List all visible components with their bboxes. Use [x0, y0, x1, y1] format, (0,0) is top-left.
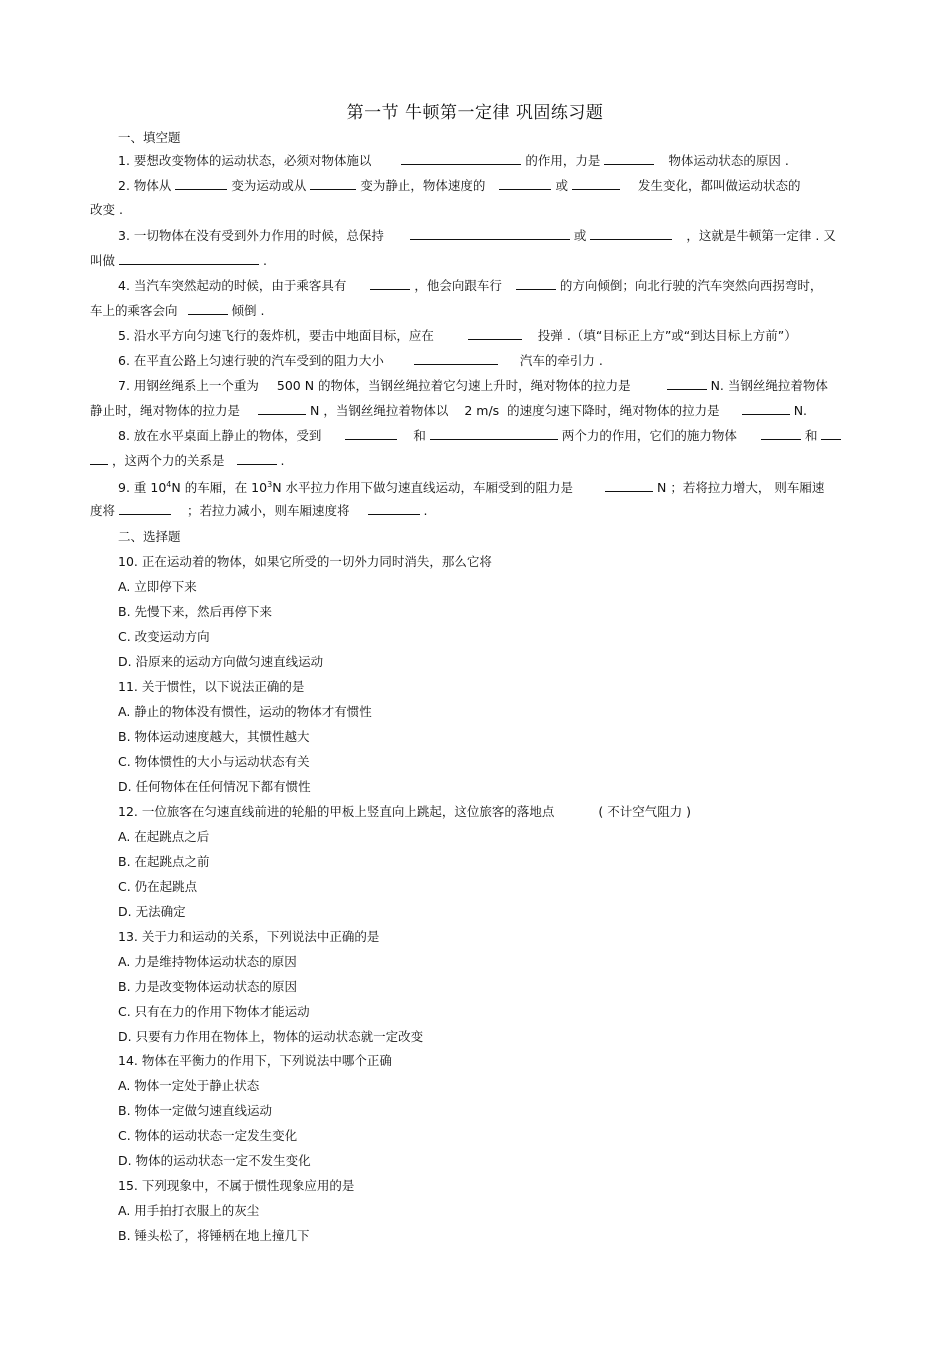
question-13-option-d[interactable]: D. 只要有力作用在物体上，物体的运动状态就一定改变 — [118, 1029, 424, 1044]
fill-question-2: 2. 物体从 变为运动或从 变为静止，物体速度的 或 发生变化，都叫做运动状态的 — [118, 178, 801, 193]
question-10-option-a[interactable]: A. 立即停下来 — [118, 579, 197, 594]
blank — [590, 227, 672, 240]
fill-question-8-cont: ，这两个力的关系是 . — [90, 452, 285, 469]
question-13-option-c[interactable]: C. 只有在力的作用下物体才能运动 — [118, 1004, 310, 1019]
blank — [572, 177, 620, 190]
question-11-option-a[interactable]: A. 静止的物体没有惯性，运动的物体才有惯性 — [118, 704, 372, 719]
blank — [368, 502, 420, 515]
fill-question-3-cont: 叫做 . — [90, 253, 267, 268]
question-11-stem: 11. 关于惯性，以下说法正确的是 — [118, 679, 305, 694]
blank — [310, 177, 356, 190]
question-14-option-d[interactable]: D. 物体的运动状态一定不发生变化 — [118, 1153, 311, 1168]
page-title: 第一节 牛顿第一定律 巩固练习题 — [346, 103, 604, 123]
question-14-option-a[interactable]: A. 物体一定处于静止状态 — [118, 1078, 260, 1093]
question-15-option-b[interactable]: B. 锤头松了，将锤柄在地上撞几下 — [118, 1228, 310, 1243]
question-12-stem: 12. 一位旅客在匀速直线前进的轮船的甲板上竖直向上跳起，这位旅客的落地点 ( 不计空气阻力 ) — [118, 804, 692, 819]
fill-question-4-cont: 车上的乘客会向 倾倒 . — [90, 303, 265, 318]
question-13-option-b[interactable]: B. 力是改变物体运动状态的原因 — [118, 979, 298, 994]
question-10-option-b[interactable]: B. 先慢下来，然后再停下来 — [118, 604, 273, 619]
section-choice-heading: 二、选择题 — [118, 529, 181, 544]
fill-question-3: 3. 一切物体在没有受到外力作用的时候，总保持 或 ，这就是牛顿第一定律 . 又 — [118, 228, 836, 243]
fill-question-6: 6. 在平直公路上匀速行驶的汽车受到的阻力大小 汽车的牵引力 . — [118, 353, 603, 368]
blank — [401, 152, 521, 165]
question-12-option-a[interactable]: A. 在起跳点之后 — [118, 829, 210, 844]
fill-question-4: 4. 当汽车突然起动的时候，由于乘客具有 ，他会向跟车行 的方向倾倒；向北行驶的汽车突然向西拐弯时， — [118, 278, 823, 293]
fill-question-9: 9. 重 $10^4N$ 的车厢，在 $10^3N$ 水平拉力作用下做匀速直线运动，车厢受到的阻力是 N ；若将拉力增大， 则车厢速 — [118, 480, 825, 496]
blank — [90, 452, 108, 465]
question-12-option-c[interactable]: C. 仍在起跳点 — [118, 879, 198, 894]
section-fill-heading: 一、填空题 — [118, 130, 181, 145]
question-13-option-a[interactable]: A. 力是维持物体运动状态的原因 — [118, 954, 297, 969]
blank — [237, 452, 277, 465]
blank — [499, 177, 551, 190]
fill-question-8: 8. 放在水平桌面上静止的物体，受到 和 两个力的作用，它们的施力物体 和 — [118, 427, 845, 444]
fill-question-7-cont: 静止时，绳对物体的拉力是 N ，当钢丝绳拉着物体以 2 m/s 的速度匀速下降时，绳对物体的拉力是 N. — [90, 403, 808, 418]
blank — [468, 327, 522, 340]
fill-question-9-cont: 度将 ；若拉力减小，则车厢速度将 . — [90, 503, 428, 518]
question-12-option-d[interactable]: D. 无法确定 — [118, 904, 186, 919]
blank — [430, 427, 558, 440]
blank — [410, 227, 570, 240]
blank — [742, 402, 790, 415]
fill-question-2-cont: 改变 . — [90, 202, 123, 217]
question-13-stem: 13. 关于力和运动的关系，下列说法中正确的是 — [118, 929, 380, 944]
blank — [516, 277, 556, 290]
question-14-option-c[interactable]: C. 物体的运动状态一定发生变化 — [118, 1128, 298, 1143]
question-10-stem: 10. 正在运动着的物体，如果它所受的一切外力同时消失，那么它将 — [118, 554, 492, 569]
blank — [345, 427, 397, 440]
blank — [188, 302, 228, 315]
question-11-option-c[interactable]: C. 物体惯性的大小与运动状态有关 — [118, 754, 310, 769]
question-12-note: ( 不计空气阻力 ) — [598, 804, 692, 819]
question-11-option-b[interactable]: B. 物体运动速度越大，其惯性越大 — [118, 729, 310, 744]
blank — [605, 479, 653, 492]
blank — [119, 252, 259, 265]
blank — [175, 177, 227, 190]
blank — [604, 152, 654, 165]
question-10-option-c[interactable]: C. 改变运动方向 — [118, 629, 210, 644]
question-10-option-d[interactable]: D. 沿原来的运动方向做匀速直线运动 — [118, 654, 324, 669]
blank — [258, 402, 306, 415]
fill-question-5: 5. 沿水平方向匀速飞行的轰炸机，要击中地面目标，应在 投弹 .（填“目标正上方”或“到达目标上方前”） — [118, 328, 797, 343]
blank — [761, 427, 801, 440]
question-15-option-a[interactable]: A. 用手拍打衣服上的灰尘 — [118, 1203, 260, 1218]
blank — [119, 502, 171, 515]
blank — [821, 427, 841, 440]
question-12-option-b[interactable]: B. 在起跳点之前 — [118, 854, 210, 869]
question-14-stem: 14. 物体在平衡力的作用下，下列说法中哪个正确 — [118, 1053, 392, 1068]
fill-question-7: 7. 用钢丝绳系上一个重为 500 N 的物体，当钢丝绳拉着它匀速上升时，绳对物体的拉力是 N. 当钢丝绳拉着物体 — [118, 378, 828, 393]
question-15-stem: 15. 下列现象中，不属于惯性现象应用的是 — [118, 1178, 355, 1193]
blank — [667, 377, 707, 390]
blank — [370, 277, 410, 290]
question-11-option-d[interactable]: D. 任何物体在任何情况下都有惯性 — [118, 779, 311, 794]
blank — [414, 352, 498, 365]
fill-question-1: 1. 要想改变物体的运动状态，必须对物体施以 的作用，力是 物体运动状态的原因 . — [118, 153, 789, 168]
question-14-option-b[interactable]: B. 物体一定做匀速直线运动 — [118, 1103, 273, 1118]
